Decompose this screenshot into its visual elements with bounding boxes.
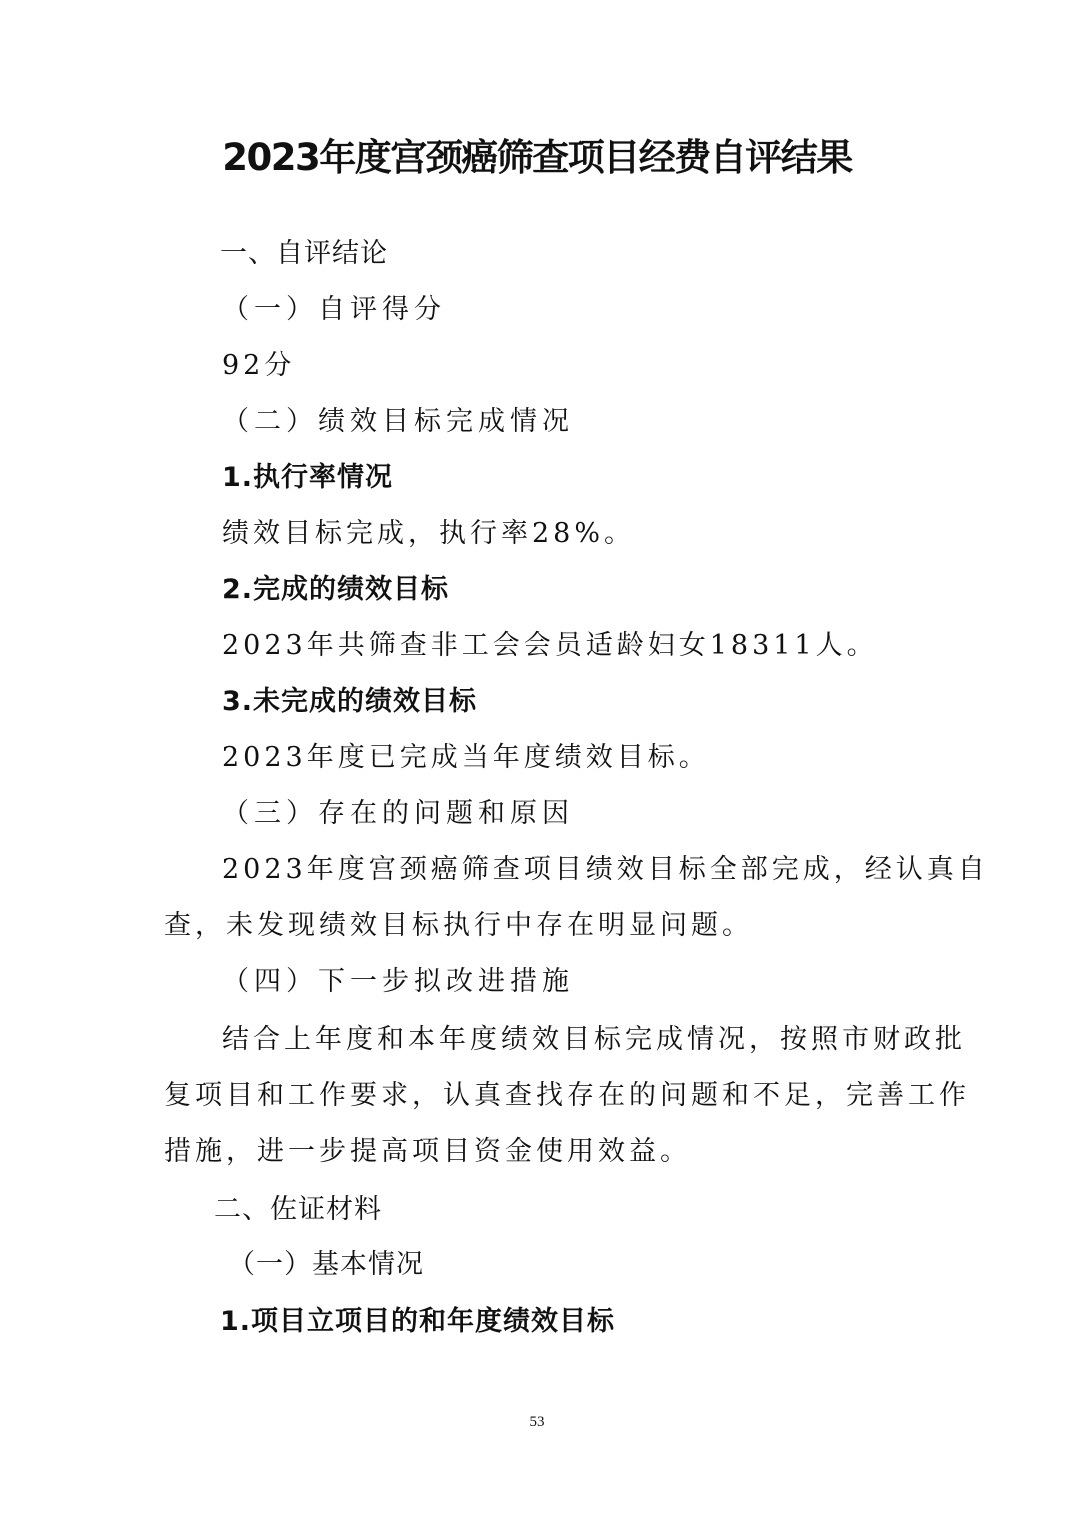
item-heading-project-purpose: 1.项目立项目的和年度绩效目标 — [220, 1306, 616, 1337]
paragraph-next-steps-line-3: 措施，进一步提高项目资金使用效益。 — [164, 1136, 691, 1167]
paragraph-problems-line-1: 2023年度宫颈癌筛查项目绩效目标全部完成，经认真自 — [222, 854, 989, 885]
item-heading-execution-rate: 1.执行率情况 — [222, 462, 394, 493]
paragraph-problems-line-2: 查，未发现绩效目标执行中存在明显问题。 — [164, 910, 753, 941]
paragraph-completed-goals: 2023年共筛查非工会会员适龄妇女18311人。 — [222, 630, 878, 661]
subheading-basic-information: （一）基本情况 — [228, 1249, 424, 1280]
subheading-problems-and-causes: （三）存在的问题和原因 — [222, 798, 574, 829]
subheading-goal-completion: （二）绩效目标完成情况 — [222, 406, 574, 437]
item-heading-completed-goals: 2.完成的绩效目标 — [222, 574, 450, 605]
section-heading-self-evaluation-conclusion: 一、自评结论 — [220, 238, 388, 269]
subheading-self-score: （一）自评得分 — [222, 294, 446, 325]
score-value: 92分 — [222, 350, 296, 381]
section-heading-supporting-materials: 二、佐证材料 — [214, 1194, 382, 1225]
paragraph-next-steps-line-1: 结合上年度和本年度绩效目标完成情况，按照市财政批 — [222, 1024, 966, 1055]
item-heading-uncompleted-goals: 3.未完成的绩效目标 — [222, 686, 478, 717]
paragraph-execution-rate: 绩效目标完成，执行率28%。 — [222, 518, 636, 549]
paragraph-next-steps-line-2: 复项目和工作要求，认真查找存在的问题和不足，完善工作 — [164, 1080, 970, 1111]
document-title: 2023年度宫颈癌筛查项目经费自评结果 — [222, 136, 852, 179]
page-number: 53 — [529, 1414, 545, 1430]
paragraph-uncompleted-goals: 2023年度已完成当年度绩效目标。 — [222, 742, 710, 773]
subheading-next-steps: （四）下一步拟改进措施 — [222, 966, 574, 997]
